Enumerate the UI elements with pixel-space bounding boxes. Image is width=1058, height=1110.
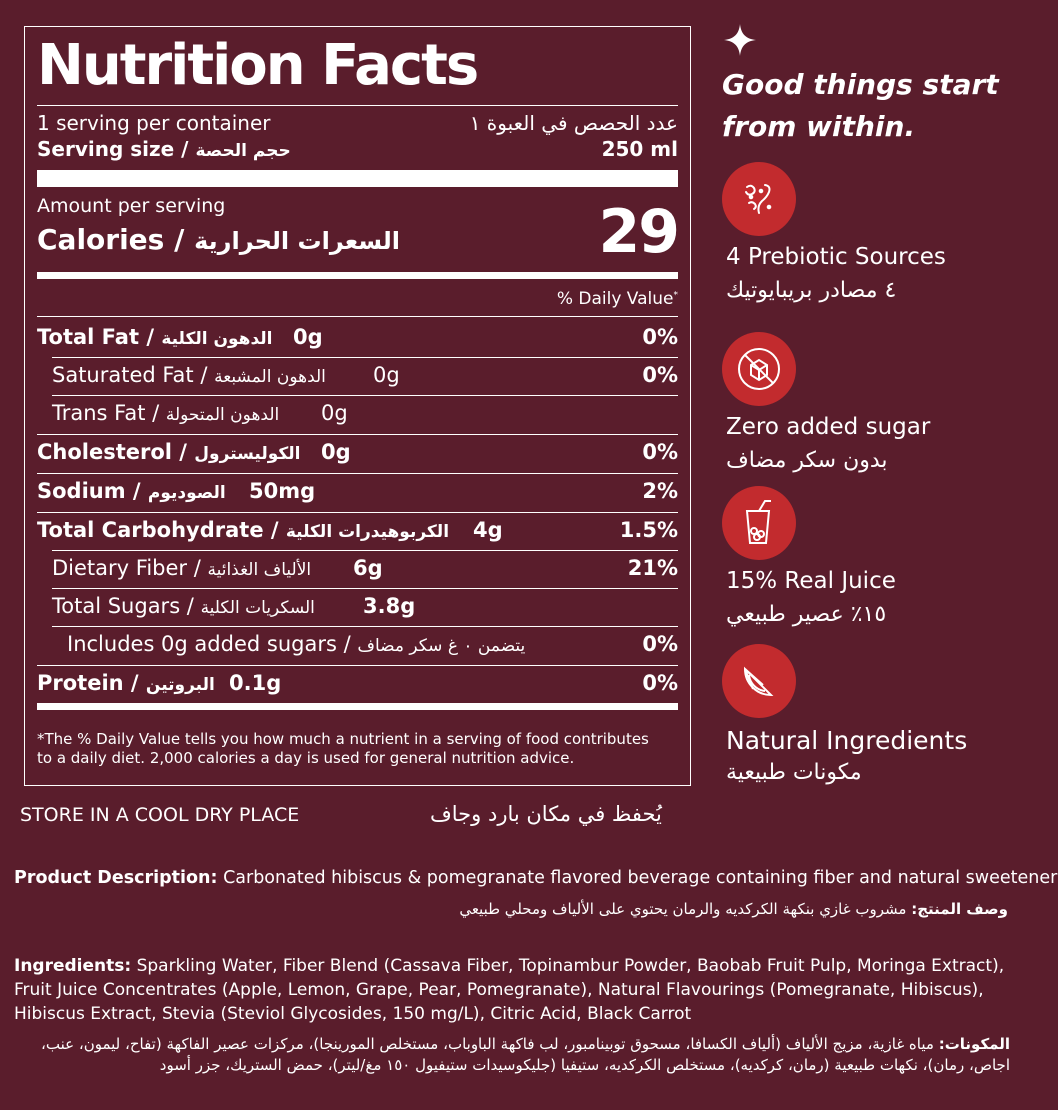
divider (52, 550, 678, 551)
divider (52, 626, 678, 627)
nutrient-row (37, 361, 678, 391)
nutrient-row (37, 630, 678, 660)
nutrient-daily-value: 0% (642, 440, 678, 464)
nutrient-label (37, 479, 226, 503)
footnote-line-1: *The % Daily Value tells you how much a nutrient in a serving of food contributes (37, 730, 649, 748)
product-description (14, 866, 1058, 890)
divider-medium (37, 272, 678, 279)
nutrient-name-ar: السكريات الكلية (200, 598, 315, 618)
feature-label-ar: مكونات طبيعية (726, 760, 862, 785)
nutrient-row (37, 438, 678, 468)
serving-size (37, 137, 678, 161)
nutrient-name-en: Includes 0g added sugars / (67, 632, 358, 656)
nutrient-name-ar: الكربوهيدرات الكلية (285, 522, 450, 542)
ingredients-ar-text: مياه غازية، مزيج الألياف (ألياف الكسافا، مسحوق توبينامبور، لب فاكهة الباوباب، مستخلص المورينجا)، مركزات عصير الفاكهة (تفاح، ليمون، عنب، اجاص، رمان)، نكهات طبيعية (رمان، كركديه)، مستخلص الكركديه، ستيفيا (جليكوسيدات ستيفيول ١٥٠ مغ/ليتر)، حمض الستريك، جزر أسود (41, 1035, 1010, 1074)
nutrient-daily-value: 1.5% (619, 518, 678, 542)
serving-size-value: 250 ml (601, 137, 678, 161)
ingredients (14, 954, 1014, 1026)
nutrient-amount: 50mg (249, 479, 316, 503)
nutrient-amount: 4g (473, 518, 503, 542)
nutrient-daily-value: 21% (627, 556, 678, 580)
calories-value: 29 (598, 197, 678, 267)
nutrient-label (37, 325, 273, 349)
nutrient-amount: 6g (353, 556, 383, 580)
sparkle-icon (724, 24, 756, 56)
nutrient-daily-value: 2% (642, 479, 678, 503)
citrus-slice-icon (737, 659, 781, 703)
nutrient-name-ar: يتضمن ٠ غ سكر مضاف (357, 636, 526, 656)
divider (37, 473, 678, 474)
juice-icon (737, 499, 781, 547)
nutrient-amount: 0g (321, 401, 348, 425)
divider (52, 395, 678, 396)
nutrient-amount: 0g (321, 440, 351, 464)
feature-icon-circle (722, 486, 796, 560)
feature-label-en: 15% Real Juice (726, 568, 896, 594)
divider (52, 357, 678, 358)
feature-label-ar: ١٥٪ عصير طبيعي (726, 602, 887, 627)
nutrient-row (37, 669, 678, 699)
feature-label-en: Natural Ingredients (726, 726, 968, 755)
nutrient-name-en: Total Fat / (37, 325, 162, 349)
divider (52, 588, 678, 589)
ingredients-ar (14, 1034, 1010, 1076)
nutrient-name-en: Protein / (37, 671, 146, 695)
nutrient-name-en: Trans Fat / (52, 401, 166, 425)
nutrient-name-en: Sodium / (37, 479, 148, 503)
footnote-line-2: to a daily diet. 2,000 calories a day is used for general nutrition advice. (37, 749, 575, 767)
divider-thick (37, 170, 678, 187)
calories-ar: السعرات الحرارية (194, 227, 400, 255)
nutrient-amount: 3.8g (363, 594, 416, 618)
divider (37, 665, 678, 666)
nutrient-row (37, 477, 678, 507)
nutrient-daily-value: 0% (642, 325, 678, 349)
nutrient-label (37, 440, 301, 464)
tagline-line-2: from within. (722, 110, 916, 143)
nutrient-label (67, 632, 525, 656)
nutrient-name-en: Total Carbohydrate / (37, 518, 286, 542)
footnote (37, 730, 678, 768)
calories-en: Calories / (37, 223, 185, 256)
feature-label-ar: بدون سكر مضاف (726, 448, 888, 473)
nutrient-name-ar: الكوليسترول (194, 444, 301, 464)
ingredients-label: Ingredients: (14, 956, 132, 976)
product-description-ar (459, 900, 1008, 918)
feature-icon-circle (722, 332, 796, 406)
product-description-text: Carbonated hibiscus & pomegranate flavored beverage containing fiber and natural sweetener (223, 868, 1058, 888)
daily-value-label: % Daily Value (556, 289, 674, 309)
nutrient-label (52, 363, 326, 387)
nutrient-amount: 0g (293, 325, 323, 349)
amount-per-serving: Amount per serving (37, 195, 226, 217)
storage-instruction-ar: يُحفظ في مكان بارد وجاف (430, 802, 662, 826)
product-description-label: Product Description: (14, 868, 218, 888)
nutrient-name-ar: الدهون المشبعة (214, 367, 326, 387)
nutrient-name-en: Saturated Fat / (52, 363, 215, 387)
divider (37, 316, 678, 317)
nutrient-name-ar: الدهون المتحولة (165, 405, 280, 425)
feature-icon-circle (722, 644, 796, 718)
nutrient-label (52, 401, 279, 425)
no-sugar-icon (735, 345, 783, 393)
nutrient-label (37, 518, 449, 542)
ingredients-ar-label: المكونات: (938, 1035, 1010, 1053)
nutrient-label (37, 671, 215, 695)
nutrient-row (37, 399, 678, 429)
nutrient-name-ar: الألياف الغذائية (207, 560, 312, 580)
nutrient-name-ar: الصوديوم (147, 483, 226, 503)
feature-label-en: 4 Prebiotic Sources (726, 244, 946, 270)
divider (37, 512, 678, 513)
nutrient-daily-value: 0% (642, 632, 678, 656)
nutrient-name-ar: البروتين (145, 675, 215, 695)
product-description-ar-label: وصف المنتج: (911, 900, 1008, 918)
servings-ar: عدد الحصص في العبوة ١ (469, 111, 678, 135)
storage-instruction-en: STORE IN A COOL DRY PLACE (20, 804, 300, 826)
divider-medium (37, 703, 678, 710)
tagline-line-1: Good things start (722, 68, 999, 101)
nutrient-row (37, 592, 678, 622)
nutrient-row (37, 516, 678, 546)
nutrient-label (52, 556, 311, 580)
serving-size-en: Serving size / (37, 137, 189, 161)
servings-en: 1 serving per container (37, 111, 271, 135)
divider (37, 434, 678, 435)
tagline (722, 64, 999, 148)
prebiotic-icon (737, 177, 781, 221)
serving-size-ar: حجم الحصة (195, 141, 291, 161)
nutrient-daily-value: 0% (642, 671, 678, 695)
nutrition-facts-title: Nutrition Facts (37, 33, 478, 98)
nutrient-daily-value: 0% (642, 363, 678, 387)
nutrient-name-en: Cholesterol / (37, 440, 195, 464)
nutrient-row (37, 554, 678, 584)
feature-label-ar: ٤ مصادر بريبايوتيك (726, 278, 897, 303)
servings-per-container (37, 111, 678, 135)
calories-label (37, 223, 678, 256)
nutrient-amount: 0.1g (229, 671, 282, 695)
nutrition-facts-panel: Nutrition Facts 1 serving per container عدد الحصص في العبوة ١ Serving size / حجم الحصة 250 ml Amount per serving Calories / السعرات الحرارية 29 % Daily Value* *The % Daily Value tells you how much a nutrient in a serving of food contributes to a daily diet. 2,000 calories a day is used for general nutrition advice. Total Fat / الدهون الكلية 0g 0% Saturated Fat / الدهون المشبعة 0g 0% Trans Fat / الدهون المتحولة 0g Cholesterol / الكوليسترول 0g 0% Sodium / الصوديوم 50mg 2% Total Carbohydrate / الكربوهيدرات الكلية 4g 1.5% Dietary Fiber / الألياف الغذائية 6g 21% Total Sugars / السكريات الكلية 3.8g Includes 0g added sugars / يتضمن ٠ غ سكر مضاف 0% Protein / البروتين 0.1g 0% (24, 26, 691, 786)
divider (37, 105, 678, 106)
nutrient-name-en: Dietary Fiber / (52, 556, 208, 580)
nutrient-name-ar: الدهون الكلية (161, 329, 273, 349)
ingredients-text: Sparkling Water, Fiber Blend (Cassava Fiber, Topinambur Powder, Baobab Fruit Pulp, Moringa Extract), Fruit Juice Concentrates (Apple, Lemon, Grape, Pear, Pomegranate), Natural Flavourings (Pomegranate, Hibiscus), Hibiscus Extract, Stevia (Steviol Glycosides, 150 mg/L), Citric Acid, Black Carrot (14, 956, 1005, 1024)
feature-icon-circle (722, 162, 796, 236)
nutrient-label (52, 594, 315, 618)
nutrient-name-en: Total Sugars / (52, 594, 201, 618)
nutrient-amount: 0g (373, 363, 400, 387)
nutrient-row (37, 323, 678, 353)
feature-label-en: Zero added sugar (726, 414, 931, 440)
product-description-ar-text: مشروب غازي بنكهة الكركديه والرمان يحتوي على الألياف ومحلي طبيعي (459, 900, 907, 918)
